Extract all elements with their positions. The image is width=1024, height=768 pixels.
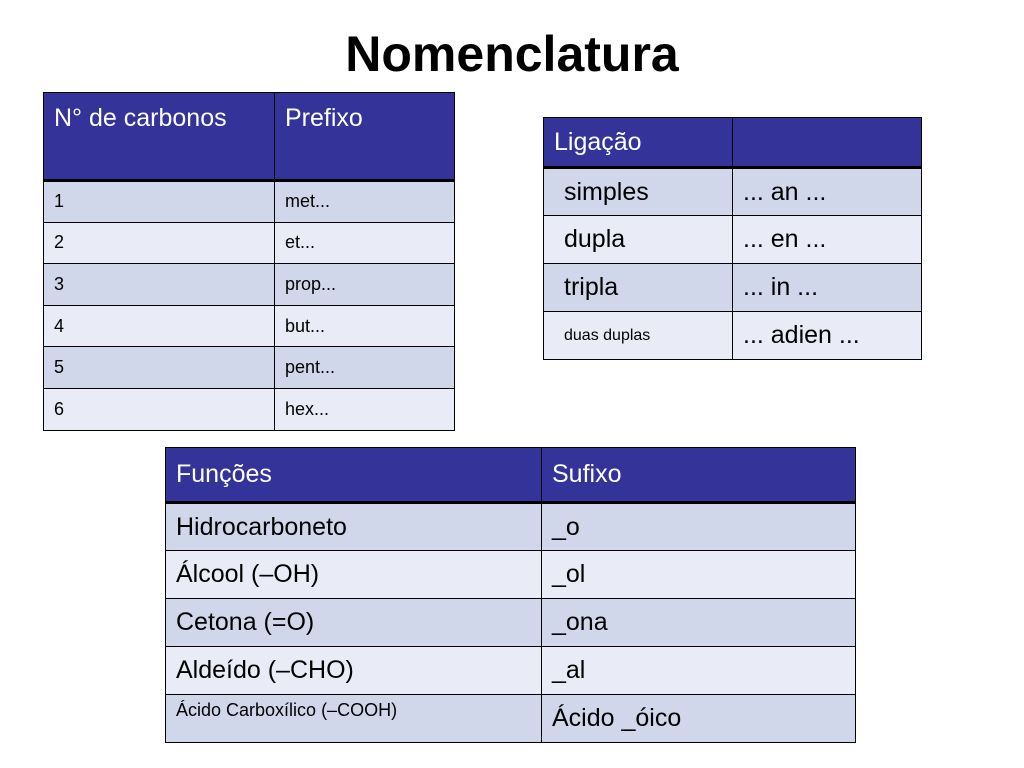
table-row <box>44 181 455 223</box>
page-title: Nomenclatura <box>345 26 679 82</box>
table-row <box>44 347 455 389</box>
header-cell-prefix: Prefixo <box>275 93 455 181</box>
table-cell: Álcool (–OH) <box>166 551 542 599</box>
table-cell: prop... <box>275 264 455 306</box>
table-row <box>44 388 455 430</box>
table-cell: dupla <box>544 216 733 264</box>
header-cell-functions: Funções <box>166 448 542 503</box>
table-header-row <box>166 448 856 503</box>
table-cell: _ona <box>542 599 856 647</box>
table-cell: 5 <box>44 347 275 389</box>
table-row <box>166 695 856 743</box>
table-cell: 2 <box>44 222 275 264</box>
table-row <box>44 305 455 347</box>
table-cell: Hidrocarboneto <box>166 503 542 551</box>
table-cell: duas duplas <box>544 312 733 360</box>
table-cell: ... an ... <box>733 168 922 216</box>
table-cell: Ácido Carboxílico (–COOH) <box>166 695 542 743</box>
header-cell-carbons: N° de carbonos <box>44 93 275 181</box>
table-row <box>44 222 455 264</box>
table-cell: _o <box>542 503 856 551</box>
table-cell: Ácido _óico <box>542 695 856 743</box>
table-cell: met... <box>275 181 455 223</box>
table-cell: simples <box>544 168 733 216</box>
table-cell: 4 <box>44 305 275 347</box>
header-cell-bond: Ligação <box>544 118 733 168</box>
table-row <box>44 264 455 306</box>
table-row <box>544 168 922 216</box>
function-suffix-table <box>165 447 856 743</box>
table-cell: 6 <box>44 388 275 430</box>
table-cell: 3 <box>44 264 275 306</box>
table-cell: Cetona (=O) <box>166 599 542 647</box>
table-cell: but... <box>275 305 455 347</box>
bond-infix-table <box>543 117 922 360</box>
table-row <box>544 216 922 264</box>
carbon-prefix-table <box>43 92 455 431</box>
table-cell: et... <box>275 222 455 264</box>
table-cell: ... en ... <box>733 216 922 264</box>
table-row <box>166 599 856 647</box>
table-row <box>166 551 856 599</box>
table-header-row <box>44 93 455 181</box>
table-cell: 1 <box>44 181 275 223</box>
table-header-row <box>544 118 922 168</box>
table-row <box>544 312 922 360</box>
table-cell: ... in ... <box>733 264 922 312</box>
header-cell-empty <box>733 118 922 168</box>
table-row <box>166 647 856 695</box>
table-row <box>544 264 922 312</box>
table-cell: pent... <box>275 347 455 389</box>
table-cell: ... adien ... <box>733 312 922 360</box>
table-cell: _ol <box>542 551 856 599</box>
table-row <box>166 503 856 551</box>
table-cell: _al <box>542 647 856 695</box>
header-cell-suffix: Sufixo <box>542 448 856 503</box>
table-cell: Aldeído (–CHO) <box>166 647 542 695</box>
table-cell: tripla <box>544 264 733 312</box>
table-cell: hex... <box>275 388 455 430</box>
